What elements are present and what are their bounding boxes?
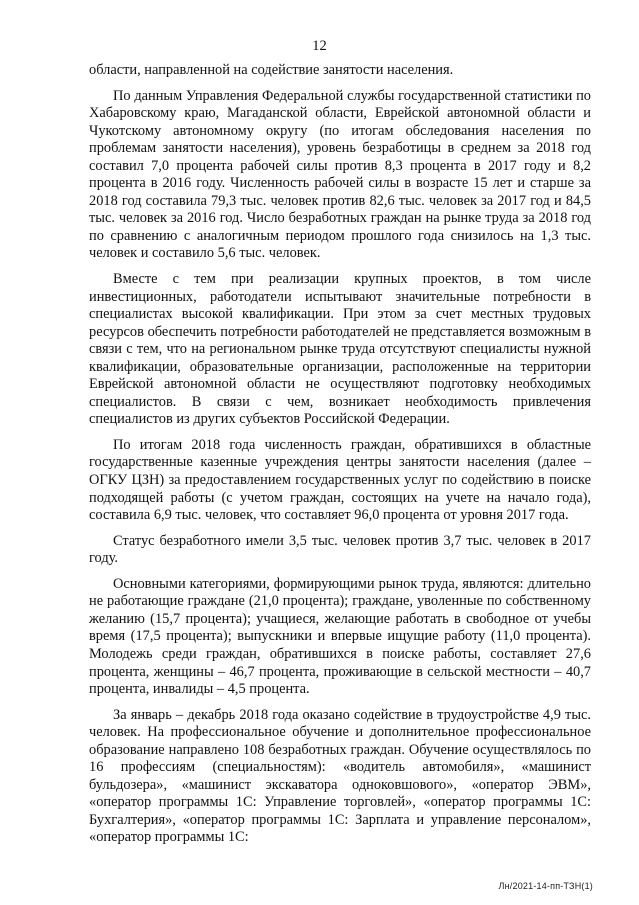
document-body xyxy=(89,62,591,847)
paragraph-specialists-demand: Вместе с тем при реализации крупных проектов, в том числе инвестиционных, работодатели испытывают значительные потребности в специалистах высокой квалификации. При этом за счет местных трудовых ресурсов обеспечить потребности работодателей не представляется возможным в связи с тем, что на региональном рынке труда отсутствуют специалисты нужной квалификации, образовательные организации, расположенные на территории Еврейской автономной области не осуществляют подготовку необходимых специалистов. В связи с чем, возникает необходимость привлечения специалистов из других субъектов Российской Федерации. xyxy=(89,271,591,428)
paragraph-unemployment-stats: По данным Управления Федеральной службы государственной статистики по Хабаровскому краю, Магаданской области, Еврейской автономной области и Чукотскому автономному округу (по итогам обследования населения по проблемам занятости населения), уровень безработицы в среднем за 2018 год составил 7,0 процента рабочей силы против 8,3 процента в 2017 году и 8,2 процента в 2016 году. Численность рабочей силы в возрасте 15 лет и старше за 2018 год составила 79,3 тыс. человек против 82,6 тыс. человек за 2017 год и 84,5 тыс. человек за 2016 год. Число безработных граждан на рынке труда за 2018 год по сравнению с аналогичным периодом прошлого года снизилось на 1,3 тыс. человек и составило 5,6 тыс. человек. xyxy=(89,87,591,262)
paragraph-employment-centers: По итогам 2018 года численность граждан, обратившихся в областные государственные казенные учреждения центры занятости населения (далее – ОГКУ ЦЗН) за предоставлением государственных услуг по содействию в поиске подходящей работы (с учетом граждан, состоящих на учете на начало года), составила 6,9 тыс. человек, что составляет 96,0 процента от уровня 2017 года. xyxy=(89,436,591,524)
paragraph-unemployed-status: Статус безработного имели 3,5 тыс. человек против 3,7 тыс. человек в 2017 году. xyxy=(89,532,591,567)
paragraph-labor-categories: Основными категориями, формирующими рынок труда, являются: длительно не работающие граждане (21,0 процента); граждане, уволенные по собственному желанию (15,7 процента); учащиеся, желающие работать в свободное от учебы время (17,5 процента); выпускники и впервые ищущие работу (11,0 процента). Молодежь среди граждан, обратившихся в поиске работы, составляет 27,6 процента, женщины – 46,7 процента, проживающие в сельской местности – 40,7 процента, инвалиды – 4,5 процента. xyxy=(89,575,591,698)
paragraph-continued: области, направленной на содействие занятости населения. xyxy=(89,62,454,78)
paragraph-job-assistance: За январь – декабрь 2018 года оказано содействие в трудоустройстве 4,9 тыс. человек. На профессиональное обучение и дополнительное профессиональное образование направлено 108 безработных граждан. Обучение осуществлялось по 16 профессиям (специальностям): «водитель автомобиля», «машинист бульдозера», «машинист экскаватора одноковшового», «оператор ЭВМ», «оператор программы 1С: Управление торговлей», «оператор программы 1С: Бухгалтерия», «оператор программы 1С: Зарплата и управление персоналом», «оператор программы 1С: xyxy=(89,706,591,846)
document-code: Лн/2021-14-пп-ТЗН(1) xyxy=(498,881,593,891)
page-number: 12 xyxy=(312,38,327,54)
